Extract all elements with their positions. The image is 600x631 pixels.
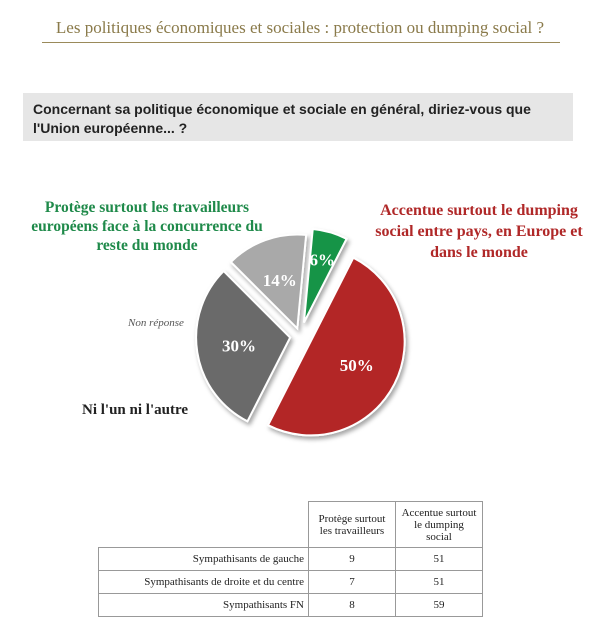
row-label: Sympathisants de droite et du centre: [99, 571, 309, 594]
cell-accentue: 51: [396, 548, 483, 571]
table-header-row: [99, 502, 483, 548]
label-protege: Protège surtout les travailleurs européens face à la concurrence du reste du monde: [31, 199, 263, 254]
cell-protege: 7: [309, 571, 396, 594]
header-protege: Protège surtout les travailleurs: [309, 502, 396, 548]
page-title: Les politiques économiques et sociales : protection ou dumping social ?: [55, 18, 545, 37]
cell-protege: 8: [309, 594, 396, 617]
slice-accentue-value-label: 50%: [339, 355, 374, 375]
cell-accentue: 51: [396, 571, 483, 594]
label-accentue: Accentue surtout le dumping social entre pays, en Europe et dans le monde: [375, 202, 583, 261]
slice-non-reponse-value-label: 14%: [262, 270, 297, 290]
question-box: Concernant sa politique économique et sociale en général, diriez-vous que l'Union européenne... ?: [23, 93, 573, 141]
row-label: Sympathisants de gauche: [99, 548, 309, 571]
label-ni-lun-ni-lautre: Ni l'un ni l'autre: [82, 402, 188, 418]
slice-protege-value-label: 6%: [309, 250, 336, 270]
header-accentue: Accentue surtout le dumping social: [396, 502, 483, 548]
table-row: [99, 548, 483, 571]
table-corner: [99, 502, 309, 548]
table-row: [99, 571, 483, 594]
row-label: Sympathisants FN: [99, 594, 309, 617]
cell-accentue: 59: [396, 594, 483, 617]
table-row: [99, 594, 483, 617]
label-non-reponse: Non réponse: [128, 317, 184, 329]
cell-protege: 9: [309, 548, 396, 571]
results-table: [98, 501, 483, 617]
slice-ni-lun-ni-lautre-value-label: 30%: [222, 336, 257, 356]
